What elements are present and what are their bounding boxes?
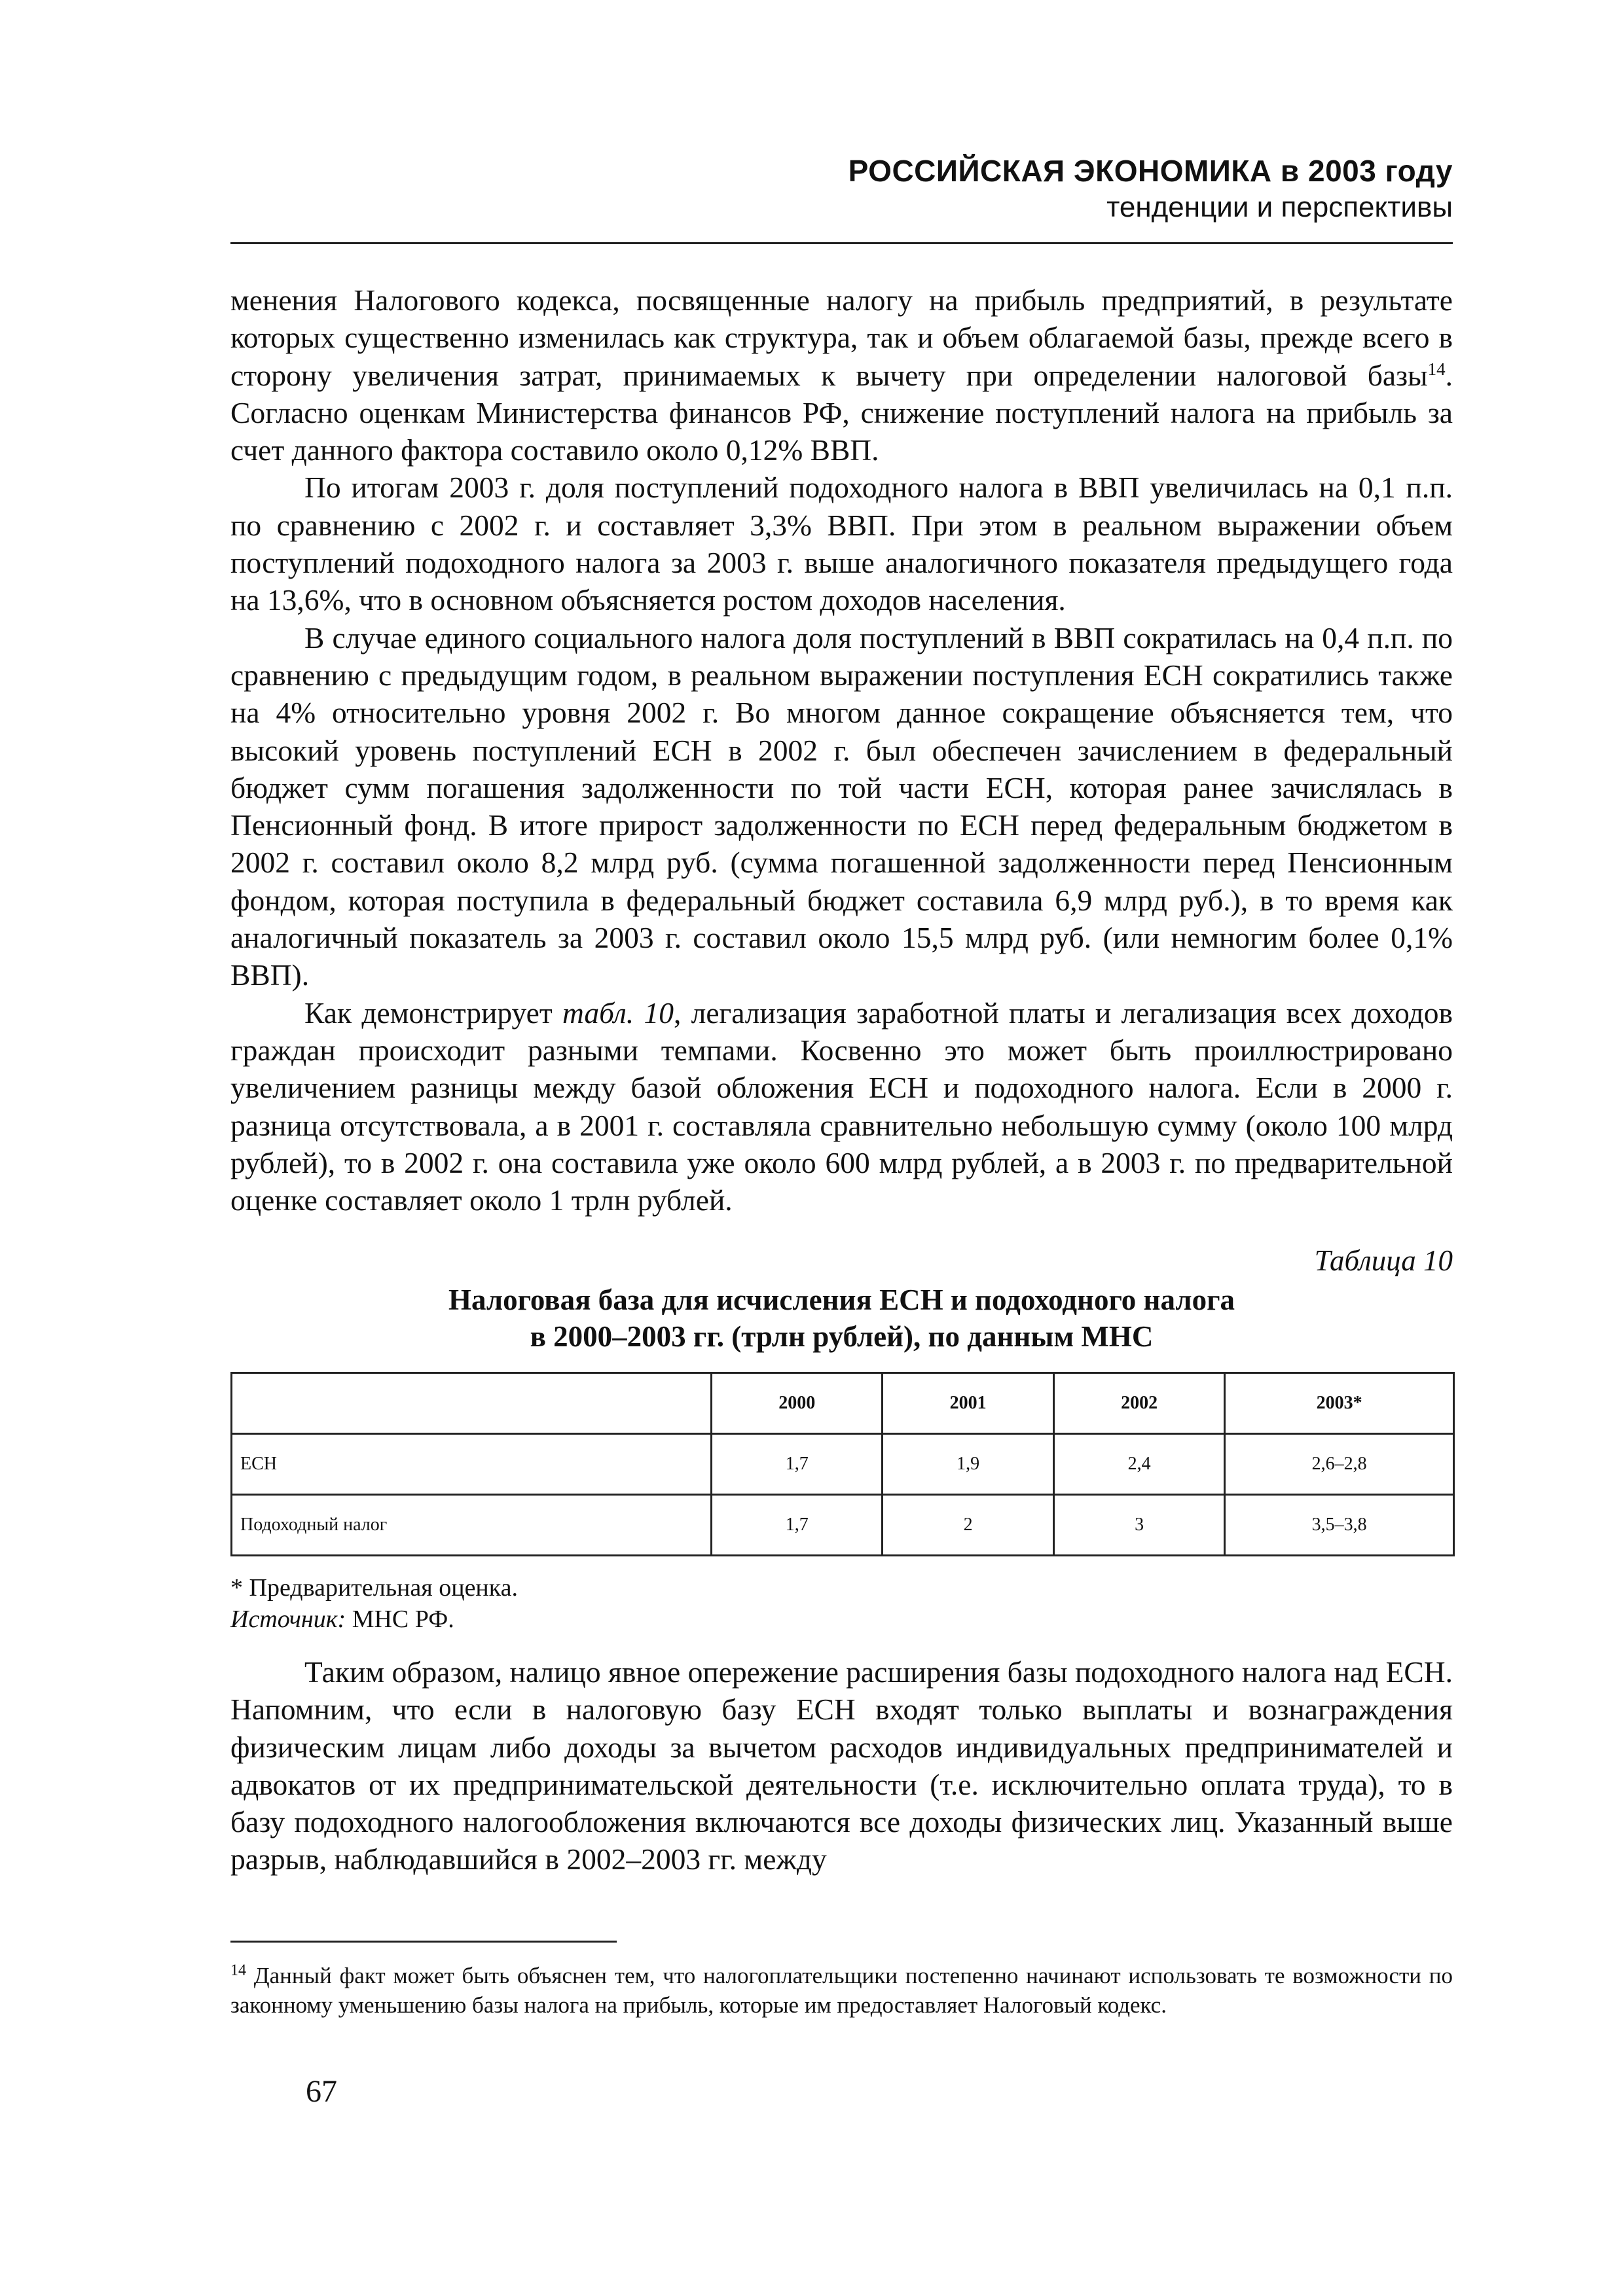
table-cell: 3,5–3,8 xyxy=(1225,1495,1454,1556)
paragraph-2: По итогам 2003 г. доля поступлений подоходного налога в ВВП увеличилась на 0,1 п.п. по сравнению с 2002 г. и составляет 3,3% ВВП. При этом в реальном выражении объем поступлений подоходного налога за 2003 г. выше аналогичного показателя предыдущего года на 13,6%, что в основном объясняется ростом доходов населения. xyxy=(230,471,1453,617)
table-source: Источник: МНС РФ. xyxy=(230,1605,454,1633)
table-header-row xyxy=(232,1373,1454,1434)
table-cell: 1,7 xyxy=(712,1495,883,1556)
table-row xyxy=(232,1434,1454,1495)
table-cell: ЕСН xyxy=(232,1434,712,1495)
table-cell: 2,6–2,8 xyxy=(1225,1434,1454,1495)
table-header-cell xyxy=(232,1373,712,1434)
table-cell: 2,4 xyxy=(1053,1434,1224,1495)
footnote-mark: 14 xyxy=(230,1962,246,1979)
table-cell: 3 xyxy=(1053,1495,1224,1556)
table-cell: 1,7 xyxy=(712,1434,883,1495)
page-number: 67 xyxy=(306,2074,337,2109)
paragraph-4: Как демонстрирует табл. 10, легализация заработной платы и легализация всех доходов граждан происходит разными темпами. Косвенно это может быть проиллюстрировано увеличением разницы между базой обложения ЕСН и подоходного налога. Если в 2000 г. разница отсутствовала, а в 2001 г. составляла сравнительно небольшую сумму (около 100 млрд рублей), то в 2002 г. она составила уже около 600 млрд рублей, а в 2003 г. по предварительной оценке составляет около 1 трлн рублей. xyxy=(230,996,1453,1217)
table-row xyxy=(232,1495,1454,1556)
running-header xyxy=(848,152,1453,225)
tax-base-table xyxy=(230,1372,1455,1556)
footnote-reference[interactable]: 14 xyxy=(1427,359,1446,379)
header-title: РОССИЙСКАЯ ЭКОНОМИКА в 2003 году xyxy=(848,154,1453,188)
table-cell: 2 xyxy=(883,1495,1053,1556)
paragraph-3: В случае единого социального налога доля поступлений в ВВП сократилась на 0,4 п.п. по сравнению с предыдущим годом, в реальном выражении поступления ЕСН сократились также на 4% относительно уровня 2002 г. Во многом данное сокращение объясняется тем, что высокий уровень поступлений ЕСН в 2002 г. был обеспечен зачислением в федеральный бюджет сумм погашения задолженности по той части ЕСН, которая ранее зачислялась в Пенсионный фонд. В итоге прирост задолженности по ЕСН перед федеральным бюджетом в 2002 г. составил около 8,2 млрд руб. (сумма погашенной задолженности перед Пенсионным фондом, которая поступила в федеральный бюджет составила 6,9 млрд руб.), в то время как аналогичный показатель за 2003 г. составил около 15,5 млрд руб. (или немногим более 0,1% ВВП). xyxy=(230,620,1453,992)
table-footnote: * Предварительная оценка. xyxy=(230,1574,519,1602)
table-header-cell: 2003* xyxy=(1225,1373,1454,1434)
table-header-cell: 2001 xyxy=(883,1373,1053,1434)
table-title: Налоговая база для исчисления ЕСН и подоходного налога в 2000–2003 гг. (трлн рублей), по данным МНС xyxy=(448,1283,1235,1353)
footnote: $^{14}$ Данный факт может быть объяснен тем, что налогоплательщики постепенно начинают использовать те возможности по законному уменьшению базы налога на прибыль, которые им предоставляет Налоговый кодекс. xyxy=(230,1962,1453,2018)
table-cell: 1,9 xyxy=(883,1434,1053,1495)
table-header-cell: 2002 xyxy=(1053,1373,1224,1434)
footnote-divider xyxy=(230,1941,617,1943)
table-reference[interactable]: табл. 10 xyxy=(562,996,674,1030)
table-header-cell: 2000 xyxy=(712,1373,883,1434)
table-notes xyxy=(230,1572,518,1635)
paragraph-1: менения Налогового кодекса, посвященные налогу на прибыль предприятий, в результате которых существенно изменилась как структура, так и объем облагаемой базы, прежде всего в сторону увеличения затрат, принимаемых к вычету при определении налоговой базы$^{14}$. Согласно оценкам Министерства финансов РФ, снижение поступлений налога на прибыль за счет данного фактора составило около 0,12% ВВП. xyxy=(230,283,1453,467)
table-number: Таблица 10 xyxy=(1314,1244,1453,1277)
main-text xyxy=(230,281,1453,1219)
paragraph-5: Таким образом, налицо явное опережение расширения базы подоходного налога над ЕСН. Напомним, что если в налоговую базу ЕСН входят только выплаты и вознаграждения физическим лицам либо доходы за вычетом расходов индивидуальных предпринимателей и адвокатов от их предпринимательской деятельности (т.е. исключительно оплата труда), то в базу подоходного налогообложения включаются все доходы физических лиц. Указанный выше разрыв, наблюдавшийся в 2002–2003 гг. между xyxy=(230,1655,1453,1876)
header-divider xyxy=(230,242,1453,244)
header-subtitle: тенденции и перспективы xyxy=(1106,191,1453,223)
main-text-continued xyxy=(230,1653,1453,1878)
table-cell: Подоходный налог xyxy=(232,1495,712,1556)
